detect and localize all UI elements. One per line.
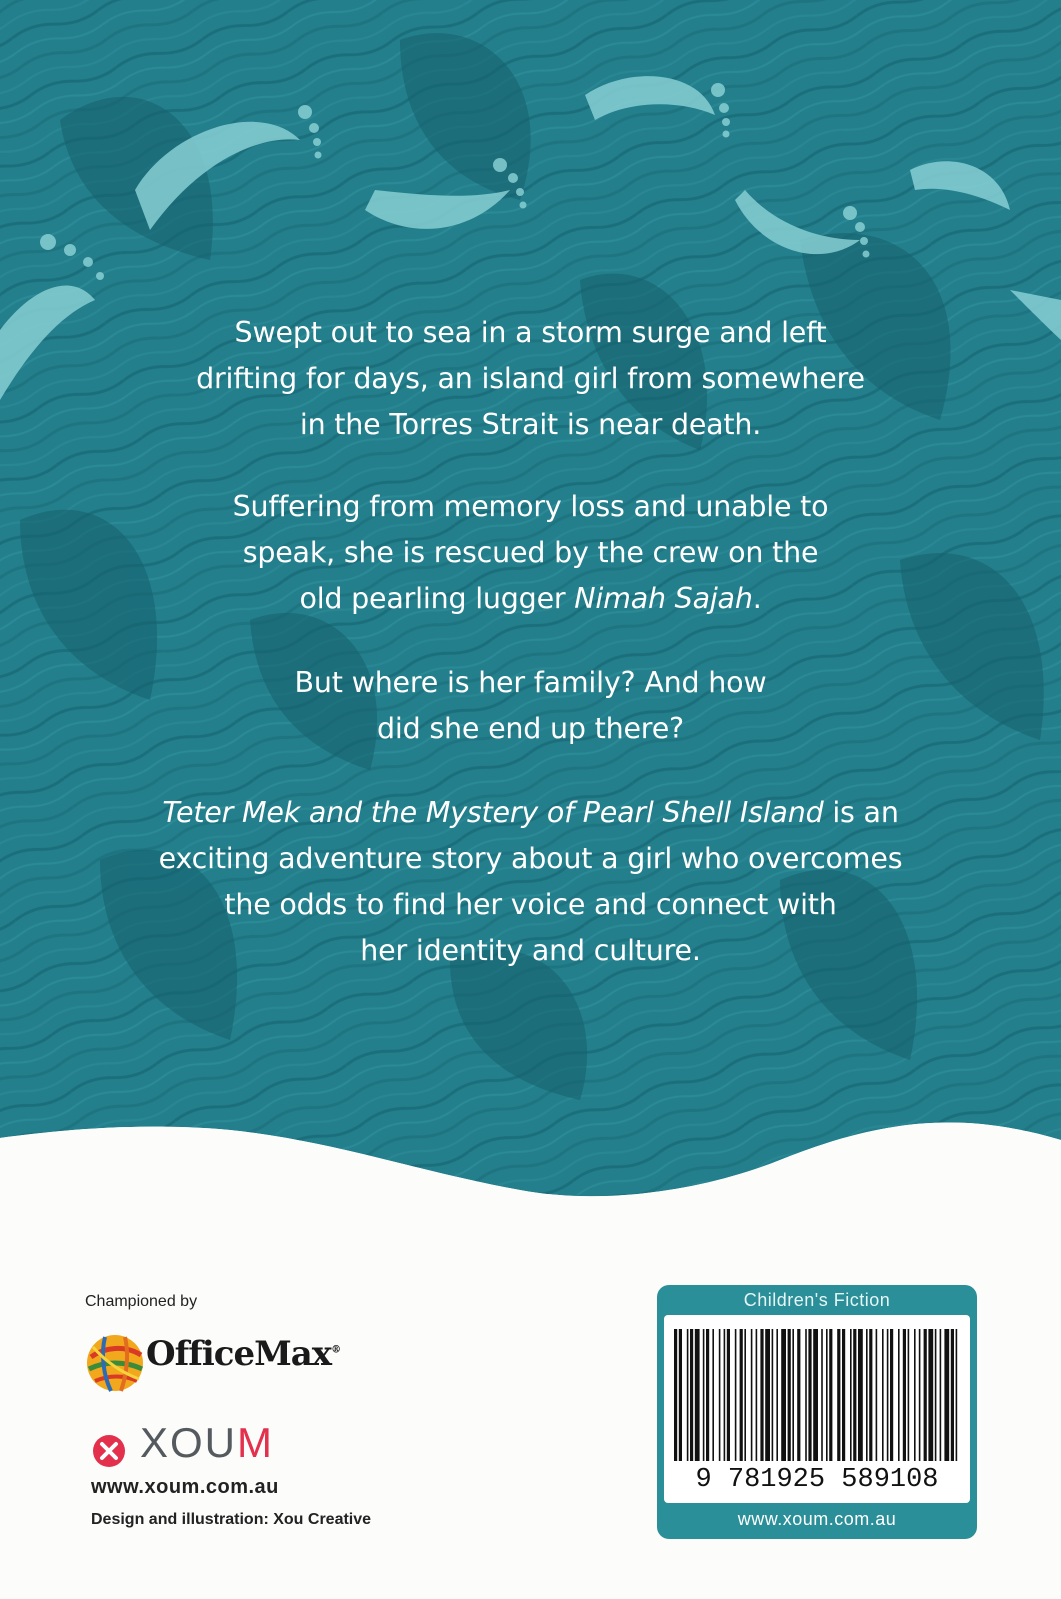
- blurb-p2-line-2: speak, she is rescued by the crew on the: [242, 536, 819, 569]
- barcode-bar: [940, 1329, 942, 1461]
- barcode-bar: [706, 1329, 709, 1461]
- blurb-p4-line-1: [60, 790, 1001, 836]
- barcode-bar: [805, 1329, 807, 1461]
- barcode-bar: [776, 1329, 778, 1461]
- barcode-bar: [744, 1329, 746, 1461]
- barcode-bar: [850, 1329, 852, 1461]
- blurb-p1-line-3: in the Torres Strait is near death.: [299, 408, 762, 441]
- barcode-bar: [735, 1329, 737, 1461]
- barcode-box: [664, 1315, 970, 1503]
- barcode-bar: [808, 1329, 811, 1461]
- barcode-bar: [928, 1329, 933, 1461]
- xoum-wordmark: [140, 1419, 275, 1466]
- barcode-bar: [903, 1329, 906, 1461]
- barcode-bar: [837, 1329, 840, 1461]
- barcode-bar: [842, 1329, 845, 1461]
- barcode-bar: [908, 1329, 910, 1461]
- xoum-name-accent: M: [237, 1419, 275, 1466]
- barcode-bar: [890, 1329, 893, 1461]
- barcode-bar: [876, 1329, 878, 1461]
- xoum-x-icon: [92, 1434, 126, 1468]
- isbn-barcode: [670, 1329, 964, 1461]
- barcode-bar: [703, 1329, 705, 1461]
- barcode-bar: [727, 1329, 730, 1461]
- barcode-bar: [919, 1329, 921, 1461]
- blurb-p2-line-3-end: .: [752, 582, 762, 615]
- barcode-bar: [690, 1329, 693, 1461]
- barcode-bar: [719, 1329, 721, 1461]
- barcode-bar: [712, 1329, 714, 1461]
- barcode-bar: [724, 1329, 726, 1461]
- barcode-bar: [944, 1329, 949, 1461]
- barcode-bar: [695, 1329, 700, 1461]
- barcode-bar: [797, 1329, 800, 1461]
- blurb-paragraph-1: [60, 310, 1001, 448]
- barcode-bar: [760, 1329, 763, 1461]
- barcode-bar: [935, 1329, 937, 1461]
- barcode-bar: [740, 1329, 743, 1461]
- barcode-bar: [674, 1329, 677, 1461]
- barcode-bar: [772, 1329, 774, 1461]
- blurb-p4-line-4: her identity and culture.: [360, 934, 701, 967]
- barcode-bar: [829, 1329, 832, 1461]
- blurb-p3-line-1: But where is her family? And how: [294, 666, 767, 699]
- championed-by-label: Championed by: [85, 1293, 198, 1310]
- xoum-name-start: XOU: [140, 1419, 238, 1466]
- barcode-bar: [956, 1329, 958, 1461]
- barcode-bar: [756, 1329, 758, 1461]
- blurb-paragraph-3: [60, 660, 1001, 752]
- design-credit: Design and illustration: Xou Creative: [91, 1511, 372, 1528]
- barcode-bar: [821, 1329, 823, 1461]
- barcode-bar: [813, 1329, 818, 1461]
- barcode-bar: [765, 1329, 770, 1461]
- blurb-p1-line-2: drifting for days, an island girl from somewhere: [196, 362, 865, 395]
- barcode-panel: [657, 1285, 977, 1539]
- blurb-p4-line-3: the odds to find her voice and connect with: [224, 888, 837, 921]
- blurb-paragraph-4: [60, 790, 1001, 974]
- barcode-bar: [951, 1329, 954, 1461]
- barcode-bar: [792, 1329, 794, 1461]
- barcode-bar: [751, 1329, 753, 1461]
- blurb-p3-line-2: did she end up there?: [377, 712, 684, 745]
- blurb-p2-line-1: Suffering from memory loss and unable to: [232, 490, 829, 523]
- barcode-bar: [687, 1329, 689, 1461]
- barcode-bar: [869, 1329, 872, 1461]
- isbn-number: 9 781925 589108: [695, 1465, 939, 1495]
- barcode-bar: [858, 1329, 863, 1461]
- boat-name: Nimah Sajah: [574, 582, 753, 615]
- blurb-p2-line-3-start: old pearling lugger: [299, 582, 575, 615]
- barcode-bar: [788, 1329, 791, 1461]
- blurb-p4-line-2: exciting adventure story about a girl who overcomes: [158, 842, 903, 875]
- barcode-url[interactable]: www.xoum.com.au: [737, 1509, 897, 1529]
- officemax-wordmark: [146, 1334, 341, 1374]
- barcode-bar: [826, 1329, 828, 1461]
- barcode-bar: [898, 1329, 900, 1461]
- barcode-bar: [882, 1329, 884, 1461]
- barcode-bar: [887, 1329, 889, 1461]
- blurb-p2-line-3: [60, 576, 1001, 622]
- blurb-paragraph-2: [60, 484, 1001, 622]
- barcode-bar: [679, 1329, 682, 1461]
- barcode-bar: [924, 1329, 927, 1461]
- blurb-p1-line-1: Swept out to sea in a storm surge and left: [234, 316, 827, 349]
- officemax-name: OfficeMax: [146, 1334, 332, 1374]
- blurb-p4-line-1-end: is an: [823, 796, 899, 829]
- barcode-bar: [866, 1329, 868, 1461]
- officemax-ball-icon: [85, 1333, 145, 1393]
- registered-mark: ®: [331, 1344, 342, 1356]
- publisher-url[interactable]: www.xoum.com.au: [91, 1476, 279, 1498]
- barcode-bar: [781, 1329, 786, 1461]
- book-title: Teter Mek and the Mystery of Pearl Shell Island: [162, 796, 824, 829]
- category-label: Children's Fiction: [743, 1290, 891, 1310]
- barcode-bar: [914, 1329, 916, 1461]
- barcode-bar: [853, 1329, 856, 1461]
